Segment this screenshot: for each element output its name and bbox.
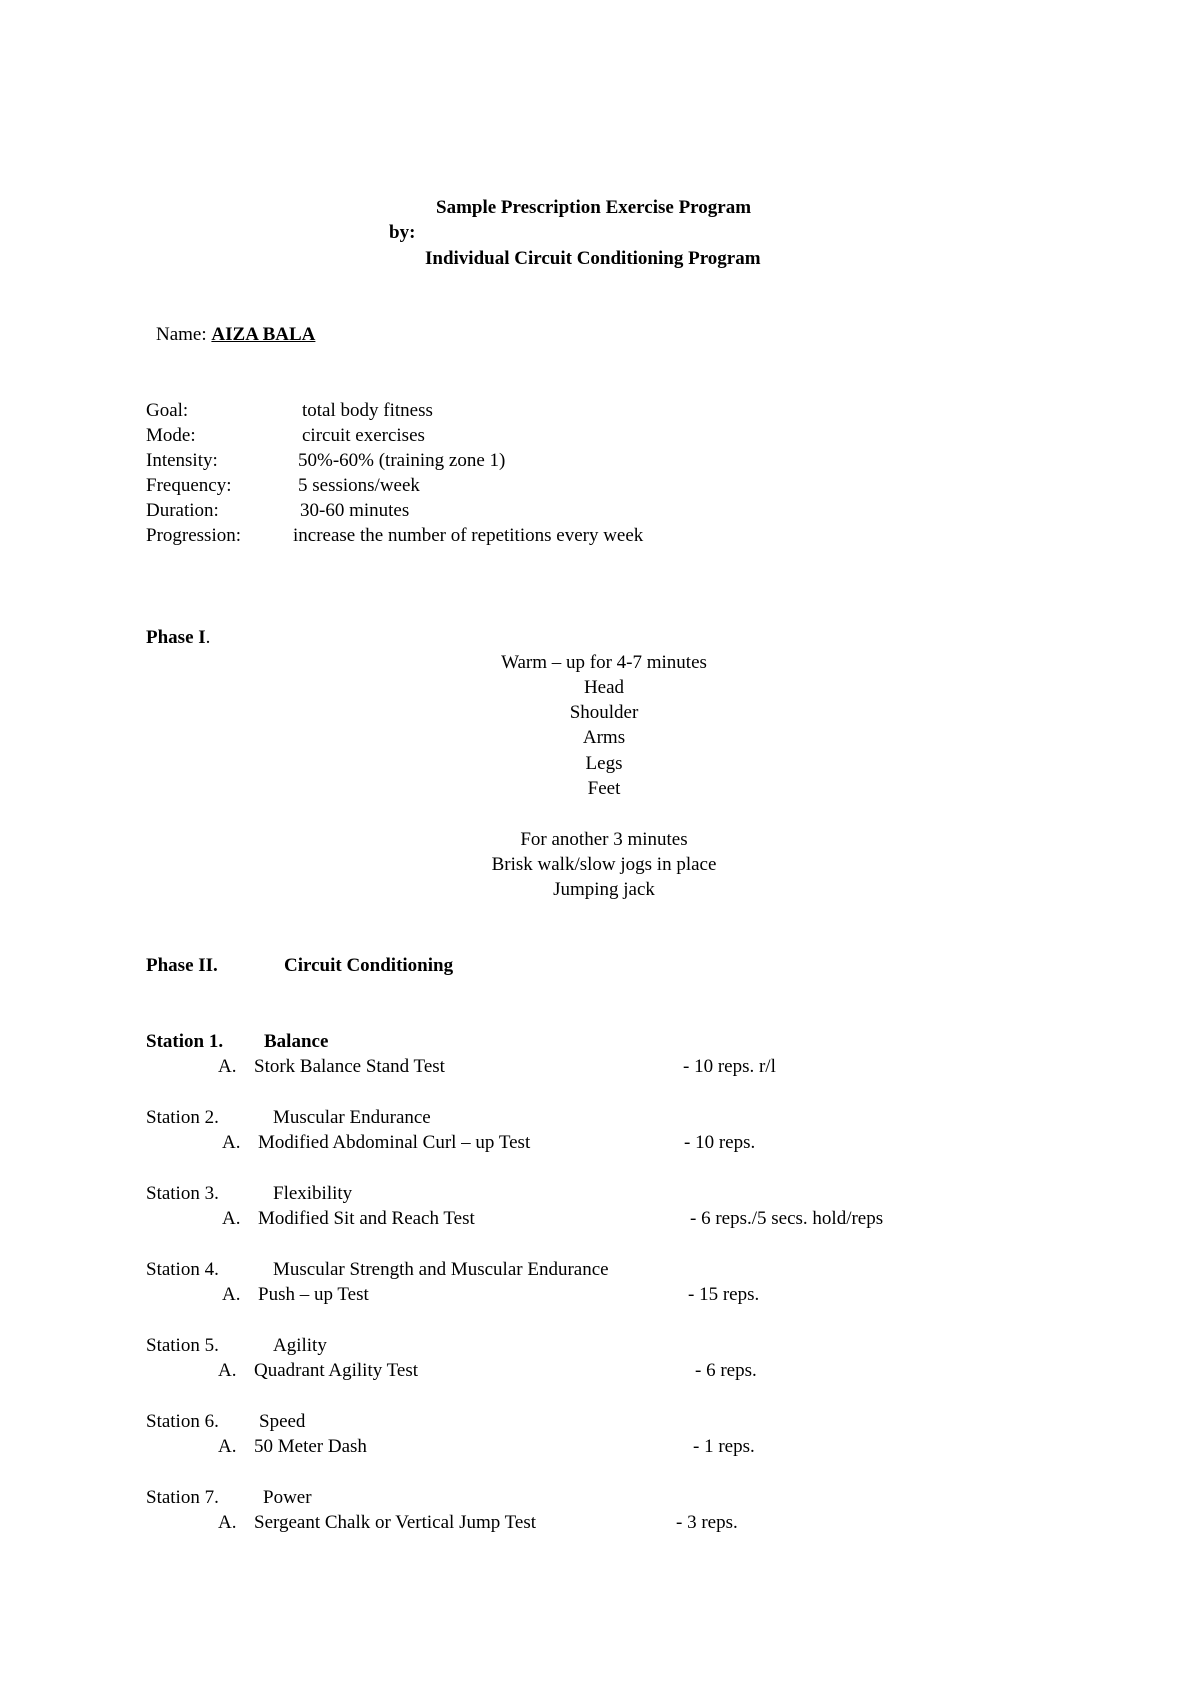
param-value: circuit exercises: [302, 425, 425, 446]
prescription-parameters: [146, 398, 746, 548]
station-label: Station 1.: [146, 1031, 224, 1052]
param-value: total body fitness: [302, 400, 433, 421]
test-reps: - 10 reps.: [684, 1132, 756, 1153]
test-letter: A.: [222, 1284, 241, 1305]
test-letter: A.: [218, 1512, 237, 1533]
station-name: Agility: [273, 1335, 327, 1356]
param-label: Progression:: [146, 525, 241, 546]
param-label: Intensity:: [146, 450, 218, 471]
test-reps: - 1 reps.: [693, 1436, 755, 1457]
param-row-intensity: [146, 448, 746, 473]
phase1-heading: [146, 625, 210, 650]
document-title: Sample Prescription Exercise Program: [436, 197, 752, 218]
test-reps: - 6 reps./5 secs. hold/reps: [690, 1208, 884, 1229]
name-row: [156, 322, 315, 347]
station-name: Power: [263, 1487, 312, 1508]
test-reps: - 3 reps.: [676, 1512, 738, 1533]
test-reps: - 6 reps.: [695, 1360, 757, 1381]
param-row-mode: [146, 423, 746, 448]
test-name: Sergeant Chalk or Vertical Jump Test: [254, 1512, 537, 1533]
param-value: 50%-60% (training zone 1): [298, 450, 506, 471]
station-name: Flexibility: [273, 1183, 353, 1204]
test-letter: A.: [218, 1056, 237, 1077]
param-value: increase the number of repetitions every week: [293, 525, 644, 546]
test-name: Modified Sit and Reach Test: [258, 1208, 475, 1229]
station-label: Station 6.: [146, 1411, 219, 1432]
warmup-line: Head: [583, 677, 625, 698]
test-letter: A.: [218, 1360, 237, 1381]
param-label: Duration:: [146, 500, 219, 521]
test-reps: - 10 reps. r/l: [683, 1056, 776, 1077]
warmup-line: Shoulder: [569, 702, 639, 723]
param-row-frequency: [146, 473, 746, 498]
test-name: Quadrant Agility Test: [254, 1360, 419, 1381]
extra-line: For another 3 minutes: [520, 829, 688, 850]
test-name: 50 Meter Dash: [254, 1436, 367, 1457]
station-name: Muscular Strength and Muscular Endurance: [273, 1259, 609, 1280]
param-label: Mode:: [146, 425, 196, 446]
test-name: Stork Balance Stand Test: [254, 1056, 445, 1077]
by-label: by:: [389, 222, 416, 243]
phase1-label: Phase I: [146, 627, 206, 648]
phase2-title: Circuit Conditioning: [284, 955, 454, 976]
station-label: Station 2.: [146, 1107, 219, 1128]
test-letter: A.: [222, 1132, 241, 1153]
param-label: Frequency:: [146, 475, 232, 496]
station-label: Station 3.: [146, 1183, 219, 1204]
test-letter: A.: [218, 1436, 237, 1457]
extra-line: Brisk walk/slow jogs in place: [491, 854, 717, 875]
test-name: Push – up Test: [258, 1284, 369, 1305]
param-value: 30-60 minutes: [300, 500, 410, 521]
warmup-line: Arms: [582, 727, 626, 748]
test-reps: - 15 reps.: [688, 1284, 760, 1305]
phase1-label-suffix: .: [205, 627, 211, 648]
phase2-label: Phase II.: [146, 955, 218, 976]
param-label: Goal:: [146, 400, 189, 421]
station-label: Station 4.: [146, 1259, 219, 1280]
param-row-duration: [146, 498, 746, 523]
station-label: Station 5.: [146, 1335, 219, 1356]
station-label: Station 7.: [146, 1487, 219, 1508]
warmup-line: Feet: [587, 778, 621, 799]
station-name: Muscular Endurance: [273, 1107, 431, 1128]
document-subtitle: Individual Circuit Conditioning Program: [425, 248, 761, 269]
param-row-progression: [146, 523, 746, 548]
name-label: Name:: [156, 324, 207, 345]
station-name: Speed: [259, 1411, 306, 1432]
param-value: 5 sessions/week: [298, 475, 420, 496]
test-name: Modified Abdominal Curl – up Test: [258, 1132, 531, 1153]
warmup-line: Legs: [585, 753, 623, 774]
param-row-goal: [146, 398, 746, 423]
warmup-line: Warm – up for 4-7 minutes: [501, 652, 707, 673]
extra-line: Jumping jack: [553, 879, 655, 900]
test-letter: A.: [222, 1208, 241, 1229]
name-value: AIZA BALA: [211, 324, 316, 345]
station-name: Balance: [264, 1031, 329, 1052]
